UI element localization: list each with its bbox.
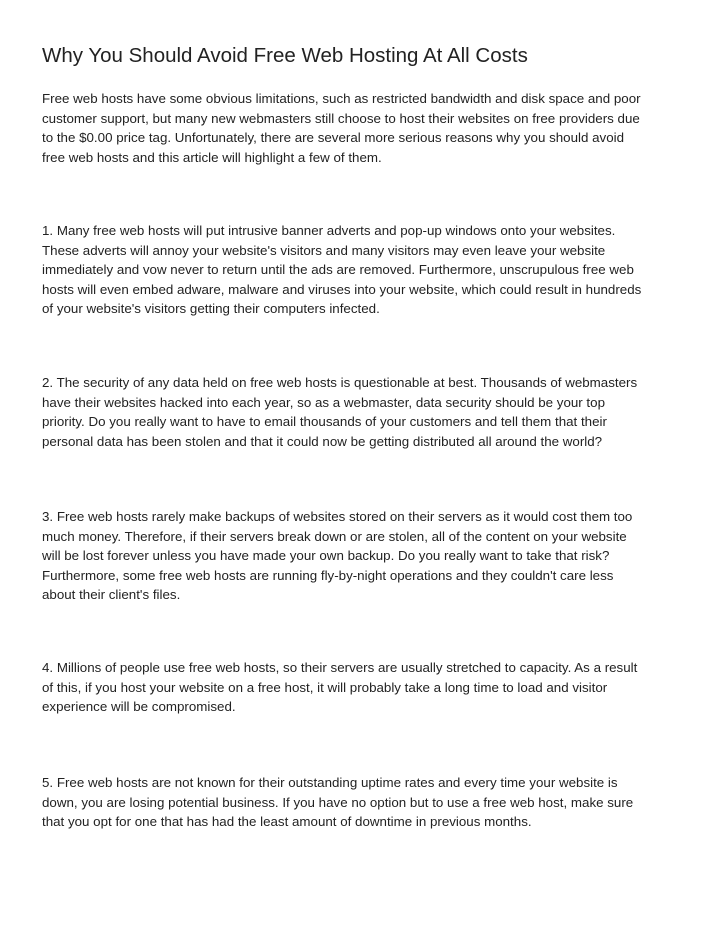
paragraph-line: 4. Millions of people use free web hosts, so their servers are usually stretched to capacity. As a result	[42, 660, 638, 675]
paragraph-line: experience will be compromised.	[42, 699, 236, 714]
paragraph-line: priority. Do you really want to have to email thousands of your customers and tell them that their	[42, 414, 607, 429]
paragraph-line: These adverts will annoy your website's visitors and many visitors may even leave your website	[42, 242, 606, 258]
paragraph-line: that you opt for one that has had the least amount of downtime in previous months.	[42, 814, 532, 829]
paragraph-line: down, you are losing potential business. If you have no option but to use a free web host, make sure	[42, 794, 634, 810]
page-title: Why You Should Avoid Free Web Hosting At All Costs	[42, 44, 528, 67]
paragraph-line: hosts will even embed adware, malware and viruses into your website, which could result in hundreds	[42, 281, 642, 297]
paragraph-line: will be lost forever unless you have made your own backup. Do you really want to take that risk?	[42, 548, 610, 563]
point-paragraph-4	[42, 658, 692, 717]
paragraph-line: immediately and vow never to return until the ads are removed. Furthermore, unscrupulous free web	[42, 262, 634, 277]
paragraph-line: much money. Therefore, if their servers break down or are stolen, all of the content on your website	[42, 528, 627, 544]
point-paragraph-3	[42, 507, 692, 605]
paragraph-line: 3. Free web hosts rarely make backups of websites stored on their servers as it would cost them too	[42, 509, 633, 524]
intro-paragraph	[42, 89, 692, 167]
paragraph-line: 2. The security of any data held on free web hosts is questionable at best. Thousands of webmasters	[42, 375, 638, 390]
paragraph-line: of this, if you host your website on a free host, it will probably take a long time to load and visitor	[42, 679, 608, 695]
paragraph-line: 5. Free web hosts are not known for their outstanding uptime rates and every time your website is	[42, 775, 618, 790]
point-paragraph-1	[42, 221, 692, 319]
point-paragraph-5	[42, 773, 692, 832]
paragraph-line: 1. Many free web hosts will put intrusive banner adverts and pop-up windows onto your websites.	[42, 223, 616, 238]
paragraph-line: personal data has been stolen and that it could now be getting distributed all around the world?	[42, 433, 603, 449]
paragraph-line: to the $0.00 price tag. Unfortunately, there are several more serious reasons why you should avoid	[42, 130, 625, 145]
paragraph-line: customer support, but many new webmasters still choose to host their websites on free providers due	[42, 110, 640, 126]
point-paragraph-2	[42, 373, 692, 451]
paragraph-line: Furthermore, some free web hosts are running fly-by-night operations and they couldn't care less	[42, 567, 614, 583]
paragraph-line: of your website's visitors getting their computers infected.	[42, 301, 380, 316]
paragraph-line: have their websites hacked into each year, so as a webmaster, data security should be your top	[42, 394, 605, 410]
paragraph-line: about their client's files.	[42, 587, 181, 602]
paragraph-line: free web hosts and this article will highlight a few of them.	[42, 149, 382, 165]
paragraph-line: Free web hosts have some obvious limitations, such as restricted bandwidth and disk space and poor	[42, 91, 641, 106]
